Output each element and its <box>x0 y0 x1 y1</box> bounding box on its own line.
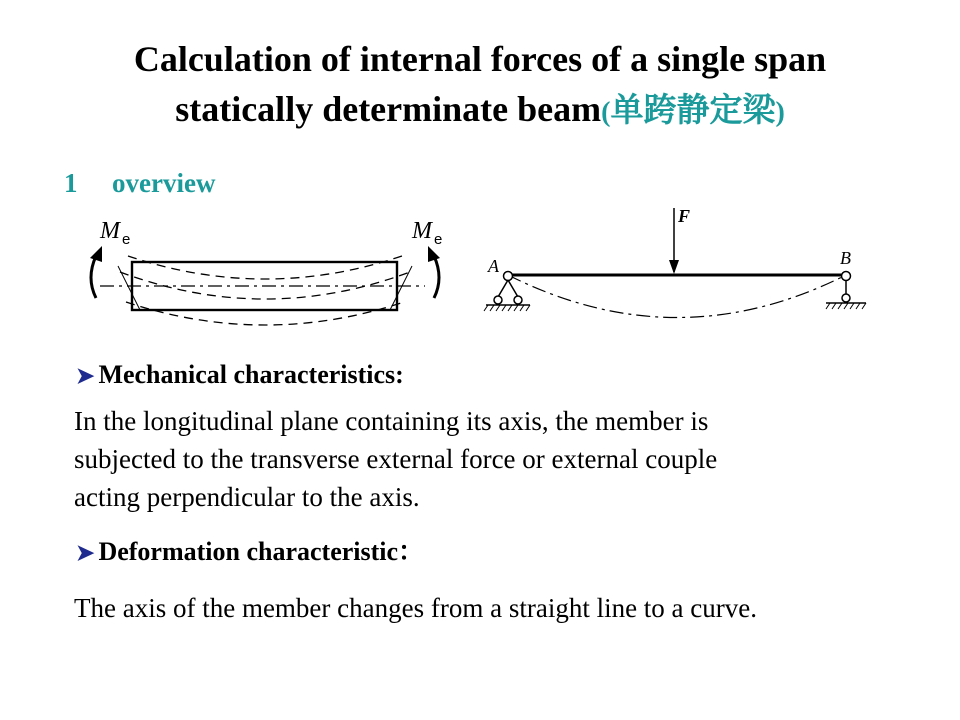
section-label: overview <box>112 168 216 198</box>
mechanical-line-2: subjected to the transverse external force or external couple <box>74 444 718 474</box>
support-b-roller <box>842 294 850 302</box>
pure-bending-diagram <box>80 210 460 335</box>
mechanical-line-3: acting perpendicular to the axis. <box>74 482 420 512</box>
support-a-right-roller <box>514 296 522 304</box>
right-moment-subscript: e <box>434 231 443 248</box>
simply-supported-beam-diagram <box>482 200 872 330</box>
bullet-arrow-icon: ➤ <box>76 363 95 388</box>
left-moment-arrow <box>91 256 96 298</box>
mechanical-colon: : <box>395 360 404 389</box>
deformed-top-curve <box>128 256 402 279</box>
title-paren-close: ) <box>775 97 785 128</box>
force-label: F <box>678 206 691 226</box>
mechanical-line-1: In the longitudinal plane containing its axis, the member is <box>74 406 709 436</box>
support-b-label: B <box>840 248 851 268</box>
slide-title <box>0 34 960 138</box>
right-moment-label: M <box>412 218 432 244</box>
right-moment-arrowhead <box>428 246 440 262</box>
section-number: 1 <box>64 168 78 198</box>
left-moment-label: M <box>100 218 120 244</box>
deformed-bottom-curve <box>126 302 404 325</box>
support-a-left-roller <box>494 296 502 304</box>
deformation-heading <box>76 531 424 568</box>
deformation-colon: ： <box>398 537 425 566</box>
title-line-2 <box>0 84 960 138</box>
support-a-pin <box>504 272 513 281</box>
right-moment-arrow <box>434 256 439 298</box>
right-rotated-section <box>390 266 412 310</box>
bullet-arrow-icon: ➤ <box>76 540 95 565</box>
support-b-pin <box>842 272 851 281</box>
section-heading <box>64 168 215 199</box>
mechanical-heading-text: Mechanical characteristics <box>98 360 396 389</box>
deformation-heading-text: Deformation characteristic <box>98 537 399 566</box>
support-a-label: A <box>488 256 499 276</box>
title-line-2-text: statically determinate beam <box>175 89 602 129</box>
mechanical-heading <box>76 360 404 390</box>
load-arrowhead <box>669 260 679 274</box>
deflection-curve <box>508 275 846 318</box>
title-chinese: 单跨静定梁 <box>610 90 776 129</box>
title-line-1: Calculation of internal forces of a single span <box>133 39 827 79</box>
deformation-text: The axis of the member changes from a straight line to a curve. <box>74 593 758 623</box>
title-paren-open: ( <box>601 97 611 128</box>
mechanical-text <box>74 402 904 516</box>
left-moment-subscript: e <box>122 231 131 248</box>
left-moment-arrowhead <box>90 246 102 262</box>
